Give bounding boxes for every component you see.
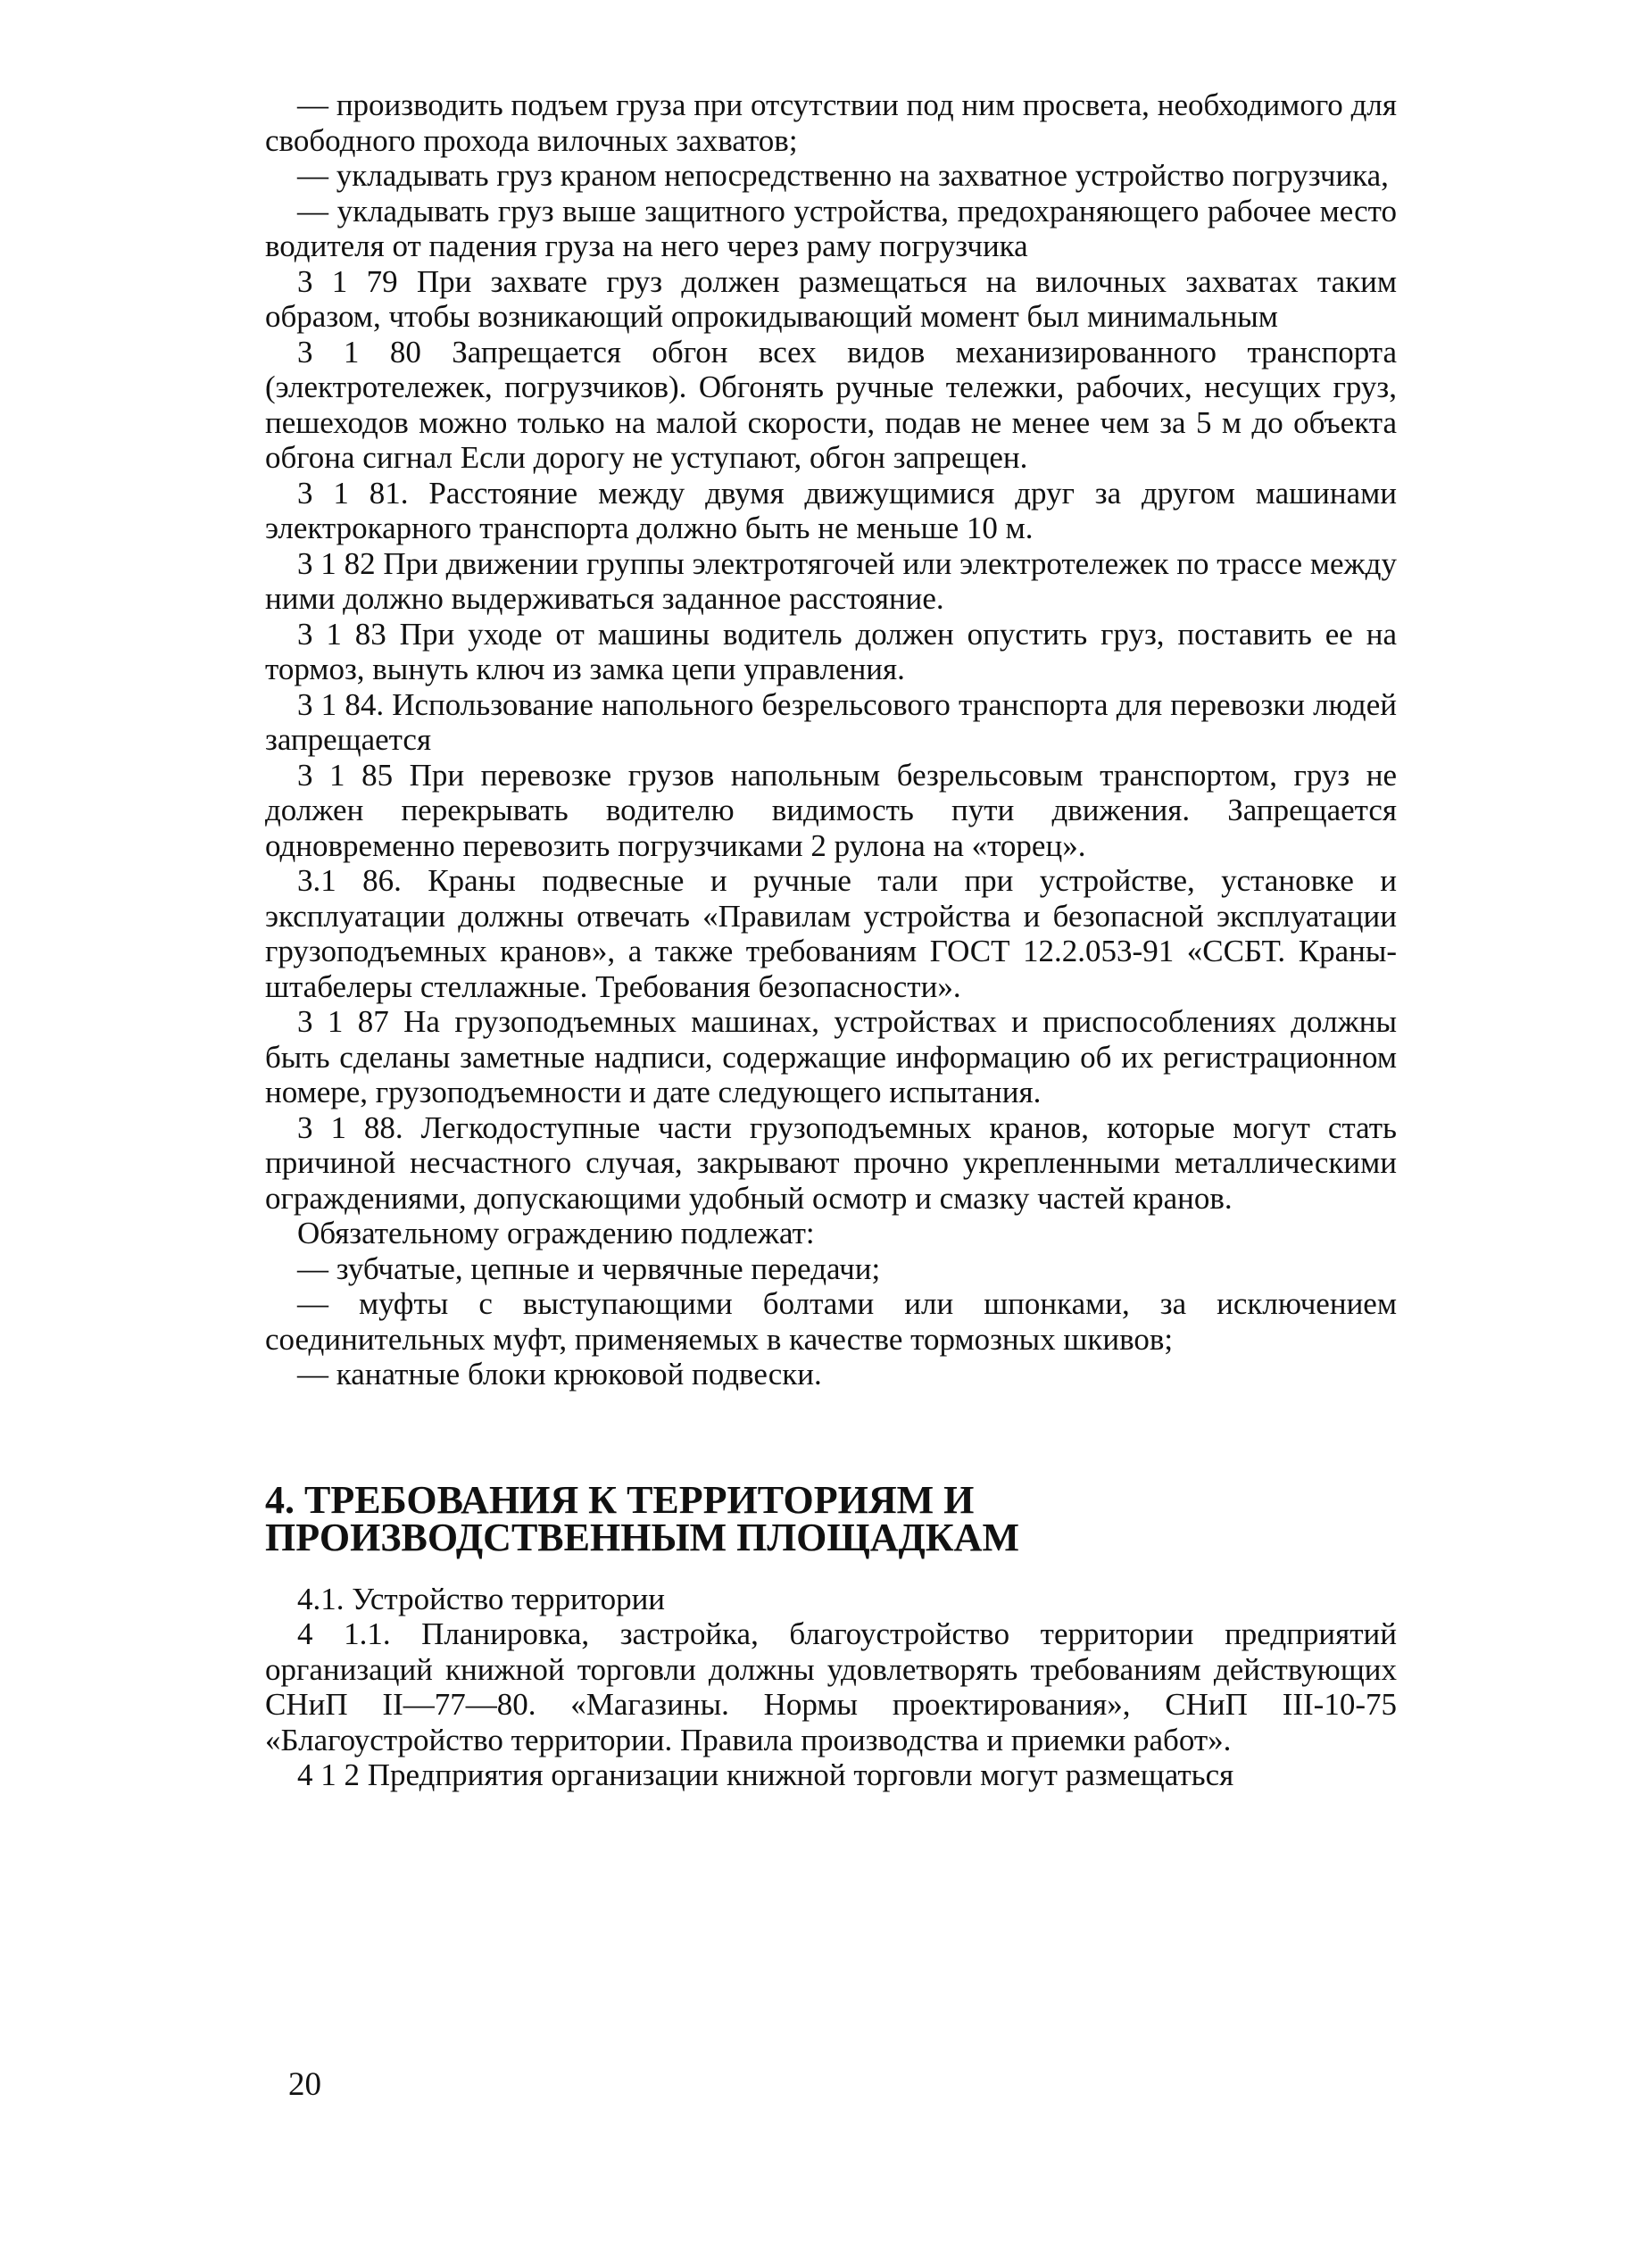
body-paragraph: 3 1 83 При уходе от машины водитель должен опустить груз, поставить ее на тормоз, вынуть ключ из замка цепи управления. [265,616,1397,686]
body-paragraph: 4 1 2 Предприятия организации книжной торговли могут размещаться [297,1757,1234,1792]
list-item: — зубчатые, цепные и червячные передачи; [297,1250,881,1286]
body-paragraph: 4 1.1. Планировка, застройка, благоустройство территории предприятий организаций книжной торговли должны удовлетворять требованиям действующих СНиП II—77—80. «Магазины. Нормы проектирования», СНиП III-10-75 «Благоустройство территории. Правила производства и приемки работ». [265,1616,1397,1757]
body-paragraph: 3 1 79 При захвате груз должен размещаться на вилочных захватах таким образом, чтобы возникающий опрокидывающий момент был минимальным [265,263,1397,334]
body-paragraph: 3 1 84. Использование напольного безрельсового транспорта для перевозки людей запрещается [265,686,1397,757]
body-paragraph: 3 1 88. Легкодоступные части грузоподъемных кранов, которые могут стать причиной несчастного случая, закрывают прочно укрепленными металлическими ограждениями, допускающими удобный осмотр и смазку частей кранов. [265,1109,1397,1216]
body-paragraph: — укладывать груз выше защитного устройства, предохраняющего рабочее место водителя от падения груза на него через раму погрузчика [265,193,1397,263]
page-number: 20 [288,2066,321,2103]
page-body [265,87,1397,1793]
body-paragraph: Обязательному ограждению подлежат: [297,1216,815,1250]
body-paragraph: 3 1 81. Расстояние между двумя движущимися друг за другом машинами электрокарного транспорта должно быть не меньше 10 м. [265,475,1397,545]
body-paragraph: 3.1 86. Краны подвесные и ручные тали при устройстве, установке и эксплуатации должны отвечать «Правилам устройства и безопасной эксплуатации грузоподъемных кранов», а также требованиям ГОСТ 12.2.053-91 «ССБТ. Краны-штабелеры стеллажные. Требования безопасности». [265,863,1397,1004]
list-item: — канатные блоки крюковой подвески. [297,1357,822,1392]
subsection-title: 4.1. Устройство территории [297,1581,666,1616]
section-heading: 4. ТРЕБОВАНИЯ К ТЕРРИТОРИЯМ И ПРОИЗВОДСТВЕННЫМ ПЛОЩАДКАМ [265,1477,1019,1559]
body-paragraph: 3 1 87 На грузоподъемных машинах, устройствах и приспособлениях должны быть сделаны заметные надписи, содержащие информацию об их регистрационном номере, грузоподъемности и дате следующего испытания. [265,1004,1397,1109]
body-paragraph: 3 1 82 При движении группы электротягочей или электротележек по трассе между ними должно выдерживаться заданное расстояние. [265,545,1397,616]
body-paragraph: — укладывать груз краном непосредственно на захватное устройство погрузчика, [297,158,1389,193]
body-paragraph: — производить подъем груза при отсутствии под ним просвета, необходимого для свободного прохода вилочных захватов; [265,87,1397,158]
body-paragraph: 3 1 80 Запрещается обгон всех видов механизированного транспорта (электротележек, погрузчиков). Обгонять ручные тележки, рабочих, несущих груз, пешеходов можно только на малой скорости, подав не менее чем за 5 м до объекта обгона сигнал Если дорогу не уступают, обгон запрещен. [265,334,1397,475]
list-item: — муфты с выступающими болтами или шпонками, за исключением соединительных муфт, применяемых в качестве тормозных шкивов; [265,1286,1397,1357]
body-paragraph: 3 1 85 При перевозке грузов напольным безрельсовым транспортом, груз не должен перекрывать водителю видимость пути движения. Запрещается одновременно перевозить погрузчиками 2 рулона на «торец». [265,757,1397,863]
